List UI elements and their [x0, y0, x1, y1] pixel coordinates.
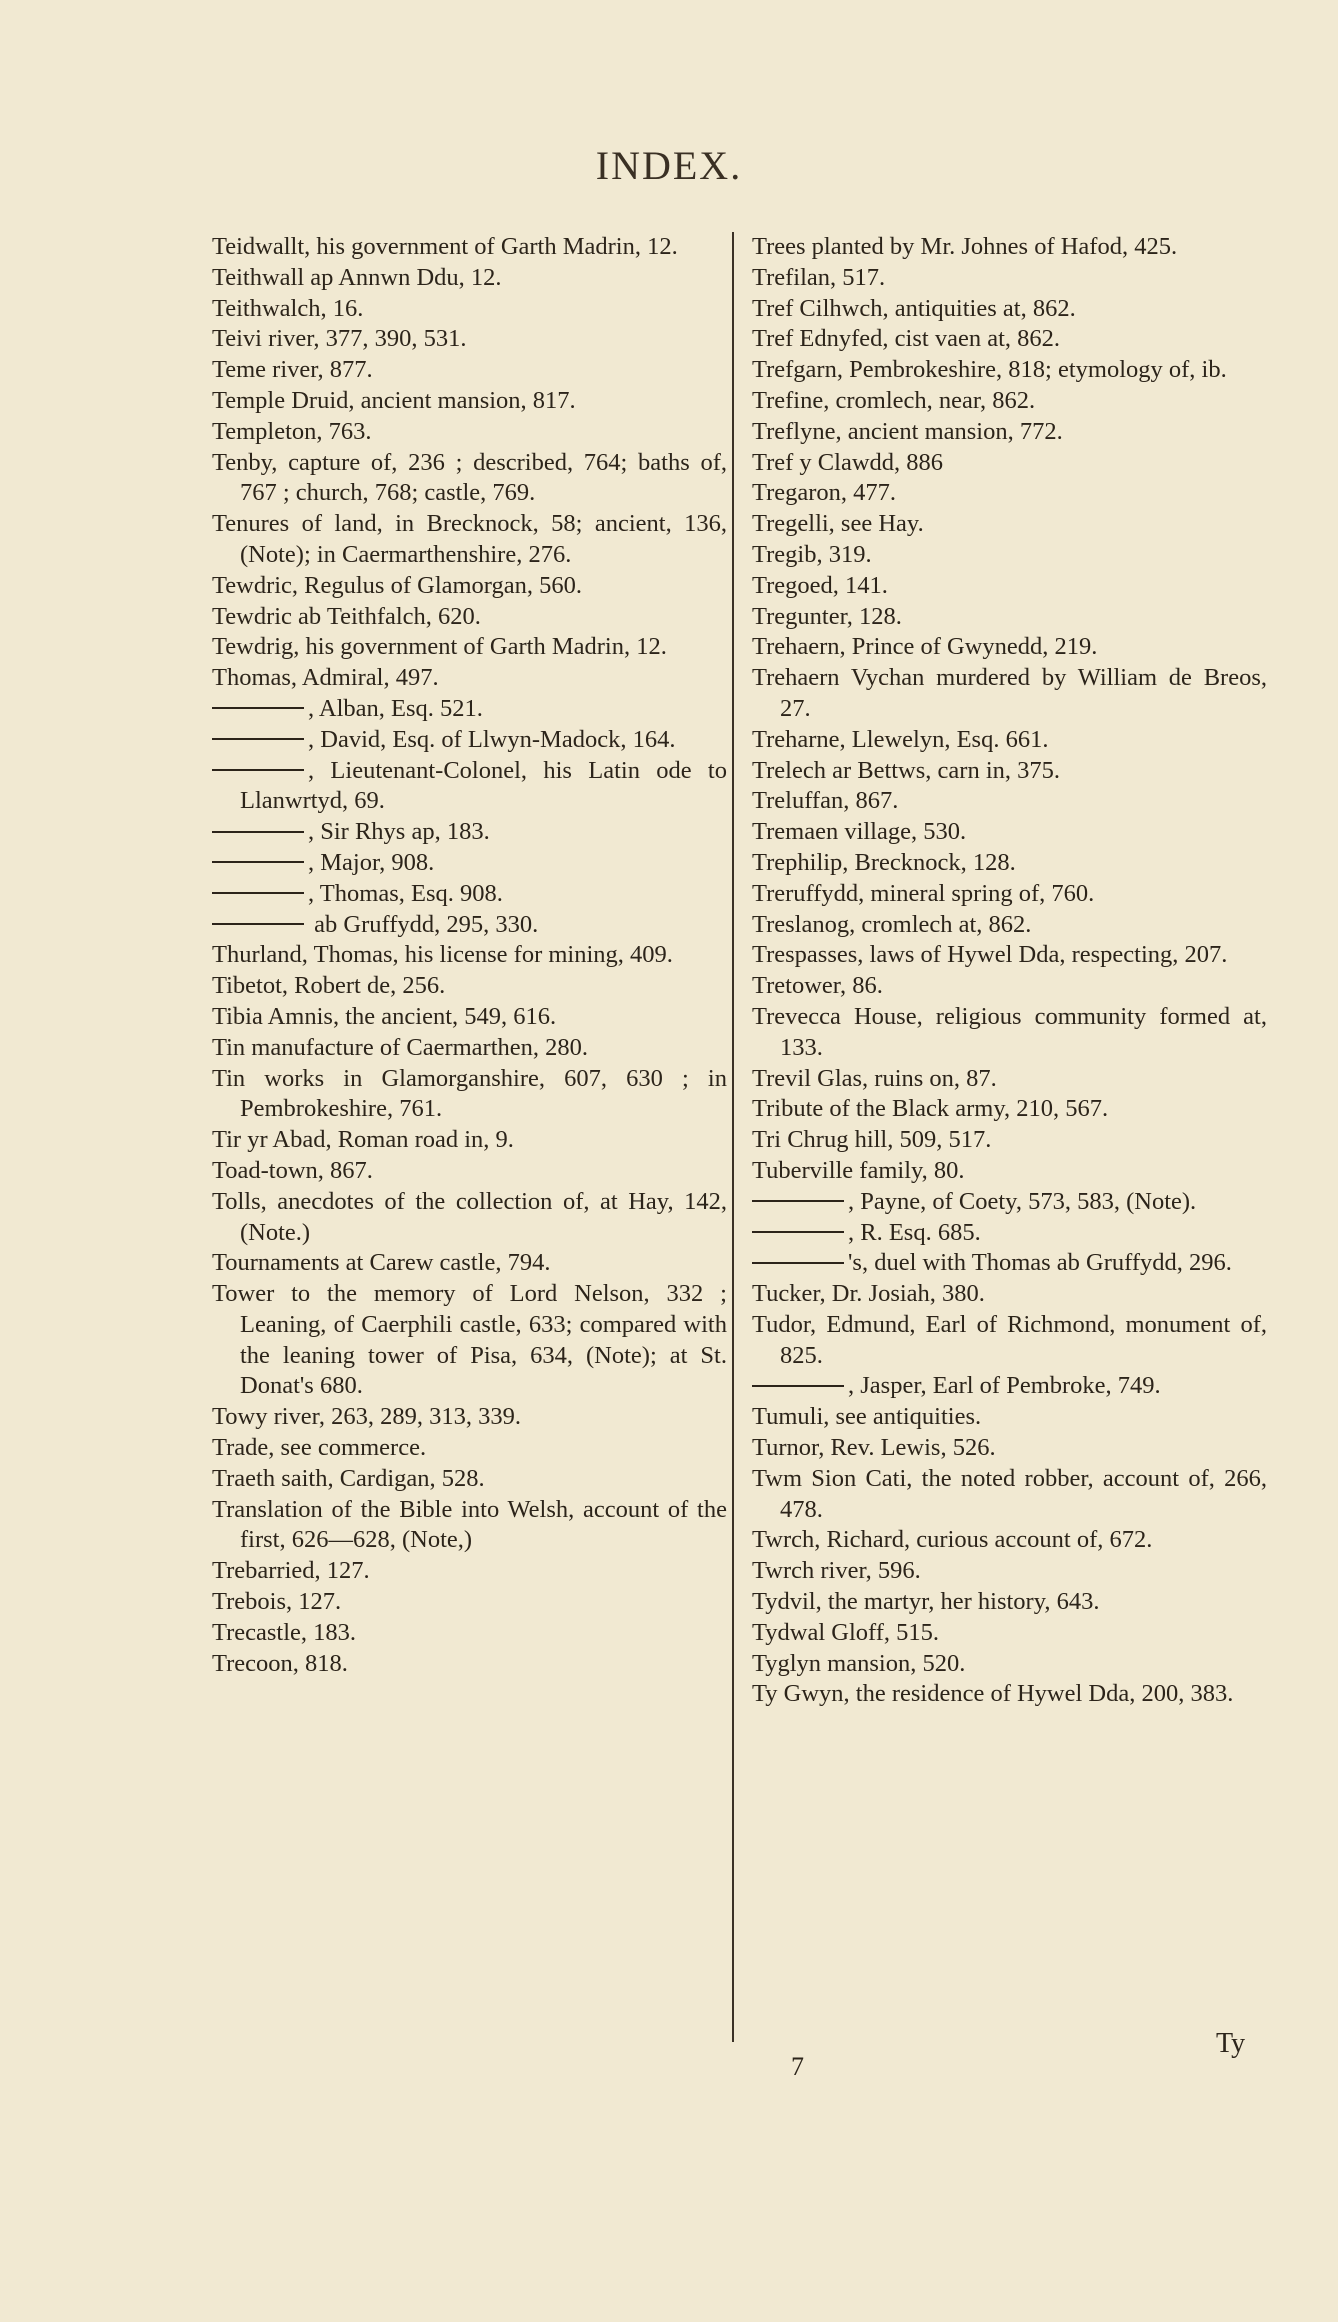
index-entry: Thurland, Thomas, his license for mining, 409. — [212, 941, 673, 969]
index-entry: Teidwallt, his government of Garth Madrin, 12. — [212, 233, 678, 260]
index-entry: Tower to the memory of Lord Nelson, 332 ; Leaning, of Caerphili castle, 633; compared with the leaning tower of Pisa, 634, (Note); at St. Donat's 680. — [212, 1280, 727, 1400]
index-entry: Tri Chrug hill, 509, 517. — [752, 1126, 992, 1154]
index-entry: Tregunter, 128. — [752, 602, 902, 630]
index-entry: Templeton, 763. — [212, 417, 372, 445]
index-entry: Twm Sion Cati, the noted robber, account of, 266, 478. — [752, 1464, 1267, 1523]
index-entry: Tribute of the Black army, 210, 567. — [752, 1095, 1109, 1123]
catchword: Ty — [1216, 2028, 1246, 2059]
index-entry: Tydvil, the martyr, her history, 643. — [752, 1588, 1100, 1616]
index-entry: Trecoon, 818. — [212, 1649, 348, 1677]
index-entry: Tudor, Edmund, Earl of Richmond, monument of, 825. — [752, 1310, 1267, 1369]
ditto-rule — [212, 831, 304, 833]
index-entry: Tin manufacture of Caermarthen, 280. — [212, 1033, 589, 1061]
index-entry: Twrch, Richard, curious account of, 672. — [752, 1526, 1153, 1554]
index-entry: Tolls, anecdotes of the collection of, at Hay, 142, (Note.) — [212, 1187, 727, 1246]
index-entry: Tyglyn mansion, 520. — [752, 1649, 966, 1677]
index-entry: Treslanog, cromlech at, 862. — [752, 910, 1032, 938]
page-title: INDEX. — [595, 143, 743, 188]
index-entry: Tregaron, 477. — [752, 479, 897, 507]
index-entry: Tref Ednyfed, cist vaen at, 862. — [752, 325, 1060, 353]
index-entry: Trevecca House, religious community formed at, 133. — [752, 1002, 1267, 1061]
index-entry: , Sir Rhys ap, 183. — [212, 817, 727, 848]
index-entry: Trefgarn, Pembrokeshire, 818; etymology of, ib. — [752, 356, 1227, 384]
index-entry: Tucker, Dr. Josiah, 380. — [752, 1280, 985, 1308]
index-entry: , R. Esq. 685. — [752, 1218, 1267, 1249]
index-entry: Treruffydd, mineral spring of, 760. — [752, 879, 1095, 907]
index-entry: Tenures of land, in Brecknock, 58; ancient, 136, (Note); in Caermarthenshire, 276. — [212, 510, 727, 568]
index-entry: Trebarried, 127. — [212, 1557, 370, 1585]
index-entry: Tin works in Glamorganshire, 607, 630 ; in Pembrokeshire, 761. — [212, 1064, 727, 1123]
index-entry: , Alban, Esq. 521. — [212, 694, 727, 725]
index-entry: Teivi river, 377, 390, 531. — [212, 325, 467, 353]
index-entry: Tenby, capture of, 236 ; described, 764; baths of, 767 ; church, 768; castle, 769. — [212, 448, 727, 507]
index-entry: , Major, 908. — [212, 848, 727, 879]
index-entry: Tregoed, 141. — [752, 571, 888, 599]
index-entry: Tumuli, see antiquities. — [752, 1403, 982, 1431]
ditto-rule — [752, 1385, 844, 1387]
index-entry: Towy river, 263, 289, 313, 339. — [212, 1403, 521, 1431]
ditto-rule — [752, 1262, 844, 1264]
index-entry: , Payne, of Coety, 573, 583, (Note). — [752, 1187, 1267, 1218]
index-entry: Trefilan, 517. — [752, 263, 886, 291]
index-entry: Tir yr Abad, Roman road in, 9. — [212, 1126, 514, 1154]
index-entry: Teithwalch, 16. — [212, 294, 364, 322]
index-entry: Thomas, Admiral, 497. — [212, 664, 439, 692]
index-entry: Trecastle, 183. — [212, 1618, 357, 1646]
index-entry: Trephilip, Brecknock, 128. — [752, 848, 1016, 876]
index-entry: Trefine, cromlech, near, 862. — [752, 386, 1036, 414]
index-entry: Tournaments at Carew castle, 794. — [212, 1249, 551, 1277]
ditto-rule — [212, 892, 304, 894]
index-entry: Traeth saith, Cardigan, 528. — [212, 1464, 485, 1492]
index-entry: Toad-town, 867. — [212, 1156, 373, 1184]
index-entry: Tydwal Gloff, 515. — [752, 1618, 940, 1646]
index-entry: , David, Esq. of Llwyn-Madock, 164. — [212, 725, 727, 756]
index-entry: Twrch river, 596. — [752, 1557, 921, 1585]
index-entry: Temple Druid, ancient mansion, 817. — [212, 386, 576, 414]
ditto-rule — [212, 738, 304, 740]
index-entry: Teme river, 877. — [212, 356, 373, 384]
index-entry: Trees planted by Mr. Johnes of Hafod, 425. — [752, 233, 1178, 260]
index-entry: Tibetot, Robert de, 256. — [212, 972, 446, 1000]
index-entry: ab Gruffydd, 295, 330. — [212, 910, 727, 941]
ditto-rule — [212, 769, 304, 771]
index-column-right — [752, 232, 1267, 1710]
ditto-rule — [212, 923, 304, 925]
index-entry: , Thomas, Esq. 908. — [212, 879, 727, 910]
index-entry: Tref Cilhwch, antiquities at, 862. — [752, 294, 1076, 322]
index-entry: 's, duel with Thomas ab Gruffydd, 296. — [752, 1248, 1267, 1279]
index-entry: Tewdrig, his government of Garth Madrin, 12. — [212, 633, 667, 661]
index-entry: Tregelli, see Hay. — [752, 510, 924, 538]
index-column-left — [212, 232, 727, 1679]
index-entry: Treflyne, ancient mansion, 772. — [752, 417, 1063, 445]
signature-mark: 7 — [791, 2052, 804, 2081]
index-entry: Tibia Amnis, the ancient, 549, 616. — [212, 1002, 557, 1030]
index-entry: Trehaern, Prince of Gwynedd, 219. — [752, 633, 1098, 661]
index-entry: Trevil Glas, ruins on, 87. — [752, 1064, 997, 1092]
index-entry: Trebois, 127. — [212, 1588, 342, 1616]
index-entry: Tref y Clawdd, 886 — [752, 448, 944, 476]
index-entry: Trespasses, laws of Hywel Dda, respecting, 207. — [752, 941, 1228, 969]
index-entry: Turnor, Rev. Lewis, 526. — [752, 1434, 996, 1462]
index-entry: , Jasper, Earl of Pembroke, 749. — [752, 1371, 1267, 1402]
index-entry: Tretower, 86. — [752, 972, 883, 1000]
index-entry: Tewdric, Regulus of Glamorgan, 560. — [212, 571, 583, 599]
ditto-rule — [212, 707, 304, 709]
index-entry: Teithwall ap Annwn Ddu, 12. — [212, 263, 502, 291]
ditto-rule — [212, 861, 304, 863]
index-entry: Tremaen village, 530. — [752, 818, 967, 846]
index-entry: Treluffan, 867. — [752, 787, 899, 815]
index-entry: Trade, see commerce. — [212, 1434, 427, 1462]
ditto-rule — [752, 1231, 844, 1233]
index-entry: Tuberville family, 80. — [752, 1156, 965, 1184]
index-entry: Treharne, Llewelyn, Esq. 661. — [752, 725, 1049, 753]
index-entry: Tewdric ab Teithfalch, 620. — [212, 602, 481, 630]
index-entry: Trelech ar Bettws, carn in, 375. — [752, 756, 1060, 784]
ditto-rule — [752, 1200, 844, 1202]
index-entry: Ty Gwyn, the residence of Hywel Dda, 200, 383. — [752, 1680, 1234, 1708]
index-entry: Translation of the Bible into Welsh, account of the first, 626—628, (Note,) — [212, 1495, 727, 1554]
index-entry: , Lieutenant-Colonel, his Latin ode to Llanwrtyd, 69. — [212, 756, 727, 818]
column-divider — [732, 232, 734, 2042]
index-entry: Tregib, 319. — [752, 540, 872, 568]
index-entry: Trehaern Vychan murdered by William de Breos, 27. — [752, 664, 1267, 722]
